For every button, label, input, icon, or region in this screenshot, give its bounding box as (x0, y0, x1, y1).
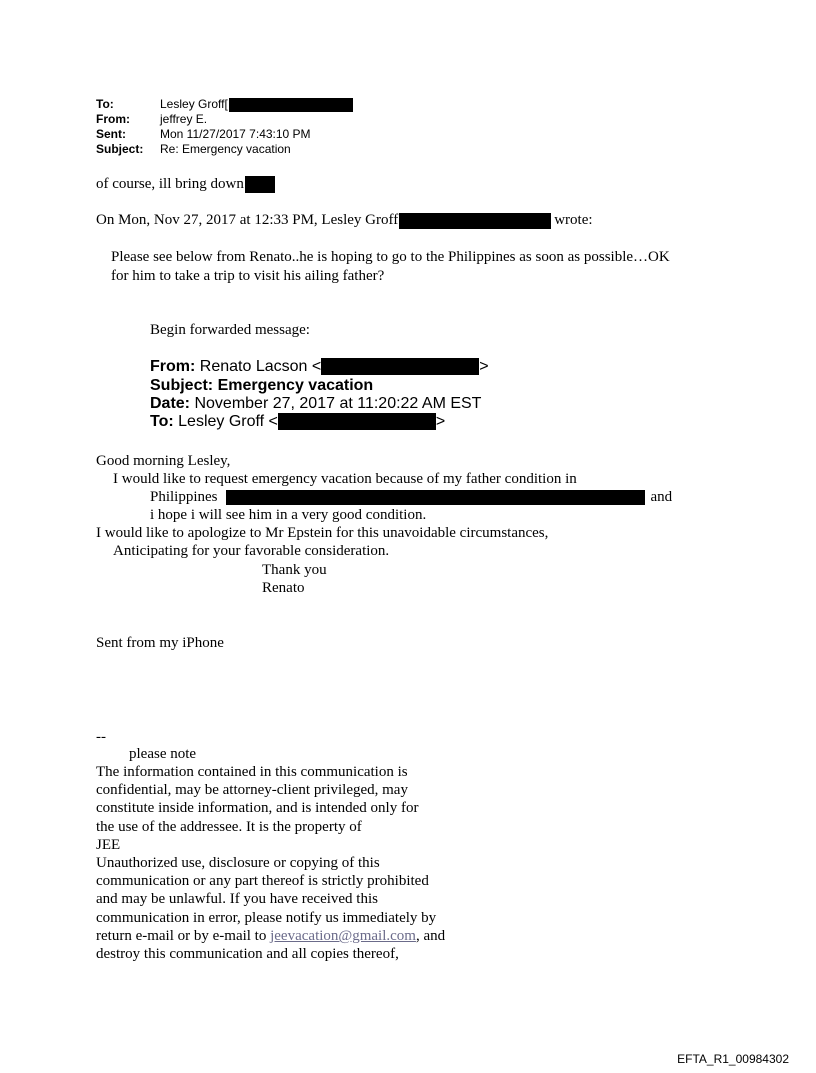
forwarded-from-row (150, 357, 489, 376)
fwd-subject-value: Emergency vacation (217, 377, 374, 394)
reply-text: of course, ill bring down (96, 176, 244, 192)
letter-signature-name: Renato (262, 580, 305, 596)
fwd-to-value: Lesley Groff < (178, 413, 278, 430)
disclaimer-dashes: -- (96, 729, 106, 745)
redaction-bar (229, 98, 353, 112)
to-label: To: (96, 97, 114, 111)
fwd-from-close: > (479, 358, 489, 375)
email-link[interactable]: jeevacation@gmail.com (270, 928, 416, 944)
quoted-body-line-1: Please see below from Renato..he is hoping to go to the Philippines as soon as possible…OK (111, 249, 670, 265)
disclaimer-line: The information contained in this communication is (96, 764, 408, 780)
sent-from-signature: Sent from my iPhone (96, 635, 224, 651)
header-sent-row (96, 127, 496, 141)
fwd-date-value: November 27, 2017 at 11:20:22 AM EST (194, 395, 482, 412)
to-name: Lesley Groff[ (160, 97, 228, 111)
disclaimer-line: Unauthorized use, disclosure or copying of this (96, 855, 380, 871)
fwd-to-close: > (435, 413, 446, 430)
redaction-bar (399, 213, 551, 229)
disclaimer-last-line: destroy this communication and all copies thereof, (96, 946, 399, 962)
disclaimer-line: and may be unlawful. If you have received this (96, 891, 378, 907)
fwd-subject-label: Subject: (150, 377, 214, 394)
letter-line-2-before: Philippines (150, 489, 218, 505)
subject-label: Subject: (96, 142, 144, 156)
redaction-bar (321, 358, 479, 375)
letter-line-2 (150, 488, 672, 506)
fwd-from-value: Renato Lacson < (199, 358, 322, 375)
disclaimer-line: constitute inside information, and is intended only for (96, 800, 419, 816)
quoted-body-line-2: for him to take a trip to visit his ailing father? (111, 268, 385, 284)
disclaimer-line: communication or any part thereof is strictly prohibited (96, 873, 429, 889)
header-from-row (96, 112, 496, 126)
forwarded-to-row (150, 412, 445, 431)
sent-label: Sent: (96, 127, 126, 141)
letter-line-1: I would like to request emergency vacation because of my father condition in (113, 471, 577, 487)
sent-value: Mon 11/27/2017 7:43:10 PM (160, 127, 311, 141)
redaction-bar (245, 176, 275, 193)
forwarded-date-row (150, 394, 481, 413)
disclaimer-return-after: , and (415, 928, 446, 944)
email-header (96, 97, 496, 157)
disclaimer-line: the use of the addressee. It is the property of (96, 819, 362, 835)
fwd-from-label: From: (150, 358, 196, 375)
letter-line-5: Anticipating for your favorable consideration. (113, 543, 390, 559)
letter-line-4: I would like to apologize to Mr Epstein for this unavoidable circumstances, (96, 525, 549, 541)
from-value: jeffrey E. (160, 112, 208, 126)
letter-line-3: i hope i will see him in a very good condition. (150, 507, 427, 523)
letter-greeting: Good morning Lesley, (96, 453, 231, 469)
header-subject-row (96, 142, 496, 156)
from-label: From: (96, 112, 130, 126)
disclaimer-line: confidential, may be attorney-client privileged, may (96, 782, 408, 798)
disclaimer-note: please note (129, 746, 197, 762)
disclaimer-return-line (96, 927, 445, 945)
header-to-row (96, 97, 496, 111)
subject-value: Re: Emergency vacation (160, 142, 291, 156)
to-value (160, 97, 353, 112)
quote-intro (96, 211, 593, 229)
quote-intro-before: On Mon, Nov 27, 2017 at 12:33 PM, Lesley Groff (96, 212, 399, 228)
disclaimer-line: JEE (96, 837, 121, 853)
letter-line-2-after: and (650, 489, 673, 505)
letter-thanks: Thank you (262, 562, 327, 578)
disclaimer-line: communication in error, please notify us immediately by (96, 910, 437, 926)
quote-intro-after: wrote: (554, 212, 593, 228)
fwd-to-label: To: (150, 413, 174, 430)
document-id: EFTA_R1_00984302 (677, 1052, 789, 1066)
disclaimer-return-before: return e-mail or by e-mail to (96, 928, 271, 944)
redaction-bar (278, 413, 436, 430)
fwd-date-label: Date: (150, 395, 191, 412)
redaction-bar (226, 490, 645, 505)
forwarded-intro: Begin forwarded message: (150, 322, 310, 338)
reply-line (96, 175, 275, 193)
forwarded-subject-row (150, 376, 373, 395)
